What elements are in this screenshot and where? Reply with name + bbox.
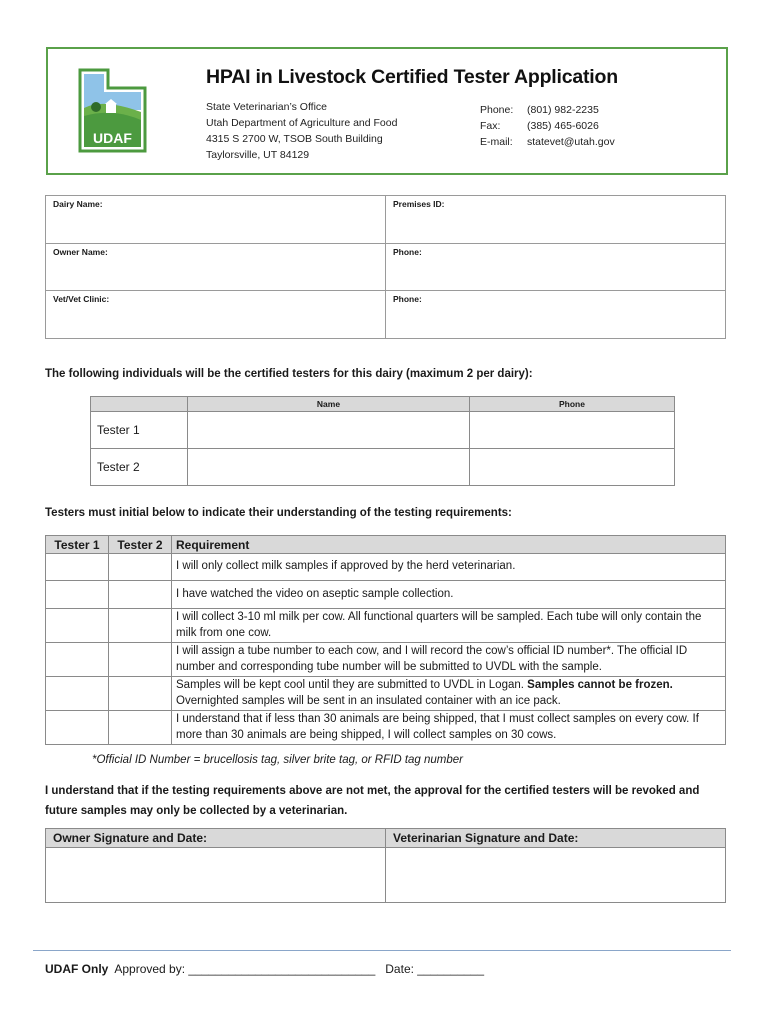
tester-2-initial[interactable] (109, 581, 172, 609)
vet-signature-header: Veterinarian Signature and Date: (386, 829, 726, 848)
name-column-header: Name (188, 397, 470, 412)
fax-value: (385) 465-6026 (527, 120, 599, 132)
udaf-only-label: UDAF Only (45, 962, 109, 976)
tester-1-initial[interactable] (46, 643, 109, 677)
tester-1-initial[interactable] (46, 581, 109, 609)
tester-1-initial[interactable] (46, 609, 109, 643)
owner-signature-header: Owner Signature and Date: (46, 829, 386, 848)
svg-text:UDAF: UDAF (93, 130, 132, 146)
owner-signature-field[interactable] (46, 848, 386, 903)
requirement-text: Samples will be kept cool until they are submitted to UVDL in Logan. Samples cannot be frozen. Overnighted samples will be sent in an insulated container with an ice pack. (172, 677, 726, 711)
header-box (46, 47, 728, 175)
tester-1-label: Tester 1 (91, 412, 188, 449)
udaf-only-footer (45, 962, 484, 976)
table-row (46, 581, 726, 609)
signature-table (45, 828, 726, 903)
premises-id-field[interactable]: Premises ID: (386, 196, 726, 244)
vet-clinic-field[interactable]: Vet/Vet Clinic: (46, 291, 386, 339)
tester-label-header (91, 397, 188, 412)
owner-name-field[interactable]: Owner Name: (46, 243, 386, 291)
dairy-info-table (45, 195, 726, 339)
footer-divider (33, 950, 731, 951)
owner-phone-field[interactable]: Phone: (386, 243, 726, 291)
tester-1-initial[interactable] (46, 554, 109, 581)
tester-1-phone-field[interactable] (470, 412, 675, 449)
table-row (91, 449, 675, 486)
address-line: 4315 S 2700 W, TSOB South Building (206, 133, 383, 145)
table-row (46, 711, 726, 745)
agreement-statement: I understand that if the testing requirements above are not met, the approval for the certified testers will be revoked and future samples may only be collected by a veterinarian. (45, 785, 700, 817)
official-id-footnote: *Official ID Number = brucellosis tag, silver brite tag, or RFID tag number (92, 754, 464, 766)
tester-2-column-header: Tester 2 (109, 536, 172, 554)
requirement-text: I will assign a tube number to each cow, and I will record the cow’s official ID number*. The official ID number and corresponding tube number will be submitted to UVDL with the sample. (172, 643, 726, 677)
table-row (91, 412, 675, 449)
requirements-table (45, 535, 726, 745)
requirement-text: I will collect 3-10 ml milk per cow. All functional quarters will be sampled. Each tube will only contain the milk from one cow. (172, 609, 726, 643)
requirement-text: I will only collect milk samples if approved by the herd veterinarian. (172, 554, 726, 581)
email-value[interactable]: statevet@utah.gov (527, 136, 615, 148)
tester-2-initial[interactable] (109, 643, 172, 677)
tester-2-initial[interactable] (109, 711, 172, 745)
udaf-logo (78, 68, 147, 153)
requirement-text: I have watched the video on aseptic sample collection. (172, 581, 726, 609)
contact-info (480, 102, 615, 150)
requirement-text: I understand that if less than 30 animals are being shipped, that I must collect samples on every cow. If more than 30 animals are being shipped, I will collect samples on 30 cows. (172, 711, 726, 745)
address-line: State Veterinarian’s Office (206, 101, 328, 113)
vet-phone-field[interactable]: Phone: (386, 291, 726, 339)
frozen-warning: Samples cannot be frozen. (527, 679, 673, 691)
phone-label: Phone: (480, 104, 514, 116)
vet-signature-field[interactable] (386, 848, 726, 903)
tester-2-label: Tester 2 (91, 449, 188, 486)
address-line: Utah Department of Agriculture and Food (206, 117, 398, 129)
phone-column-header: Phone (470, 397, 675, 412)
table-row (46, 643, 726, 677)
fax-label: Fax: (480, 120, 501, 132)
office-address (206, 99, 397, 163)
tester-1-name-field[interactable] (188, 412, 470, 449)
tester-2-name-field[interactable] (188, 449, 470, 486)
requirements-heading: Testers must initial below to indicate their understanding of the testing requirements: (45, 507, 512, 519)
tester-2-initial[interactable] (109, 554, 172, 581)
tester-1-column-header: Tester 1 (46, 536, 109, 554)
address-line: Taylorsville, UT 84129 (206, 149, 310, 161)
tester-1-initial[interactable] (46, 711, 109, 745)
approved-by-line[interactable]: Approved by: ____________________________ Date: __________ (108, 962, 485, 976)
requirement-column-header: Requirement (172, 536, 726, 554)
testers-table (90, 396, 675, 486)
dairy-name-field[interactable]: Dairy Name: (46, 196, 386, 244)
phone-value: (801) 982-2235 (527, 104, 599, 116)
tester-2-phone-field[interactable] (470, 449, 675, 486)
tester-2-initial[interactable] (109, 609, 172, 643)
table-row (46, 609, 726, 643)
testers-heading: The following individuals will be the certified testers for this dairy (maximum 2 per dairy): (45, 368, 533, 380)
table-row (46, 677, 726, 711)
email-label: E-mail: (480, 136, 513, 148)
table-row (46, 554, 726, 581)
page-title: HPAI in Livestock Certified Tester Application (206, 66, 618, 88)
tester-2-initial[interactable] (109, 677, 172, 711)
tester-1-initial[interactable] (46, 677, 109, 711)
